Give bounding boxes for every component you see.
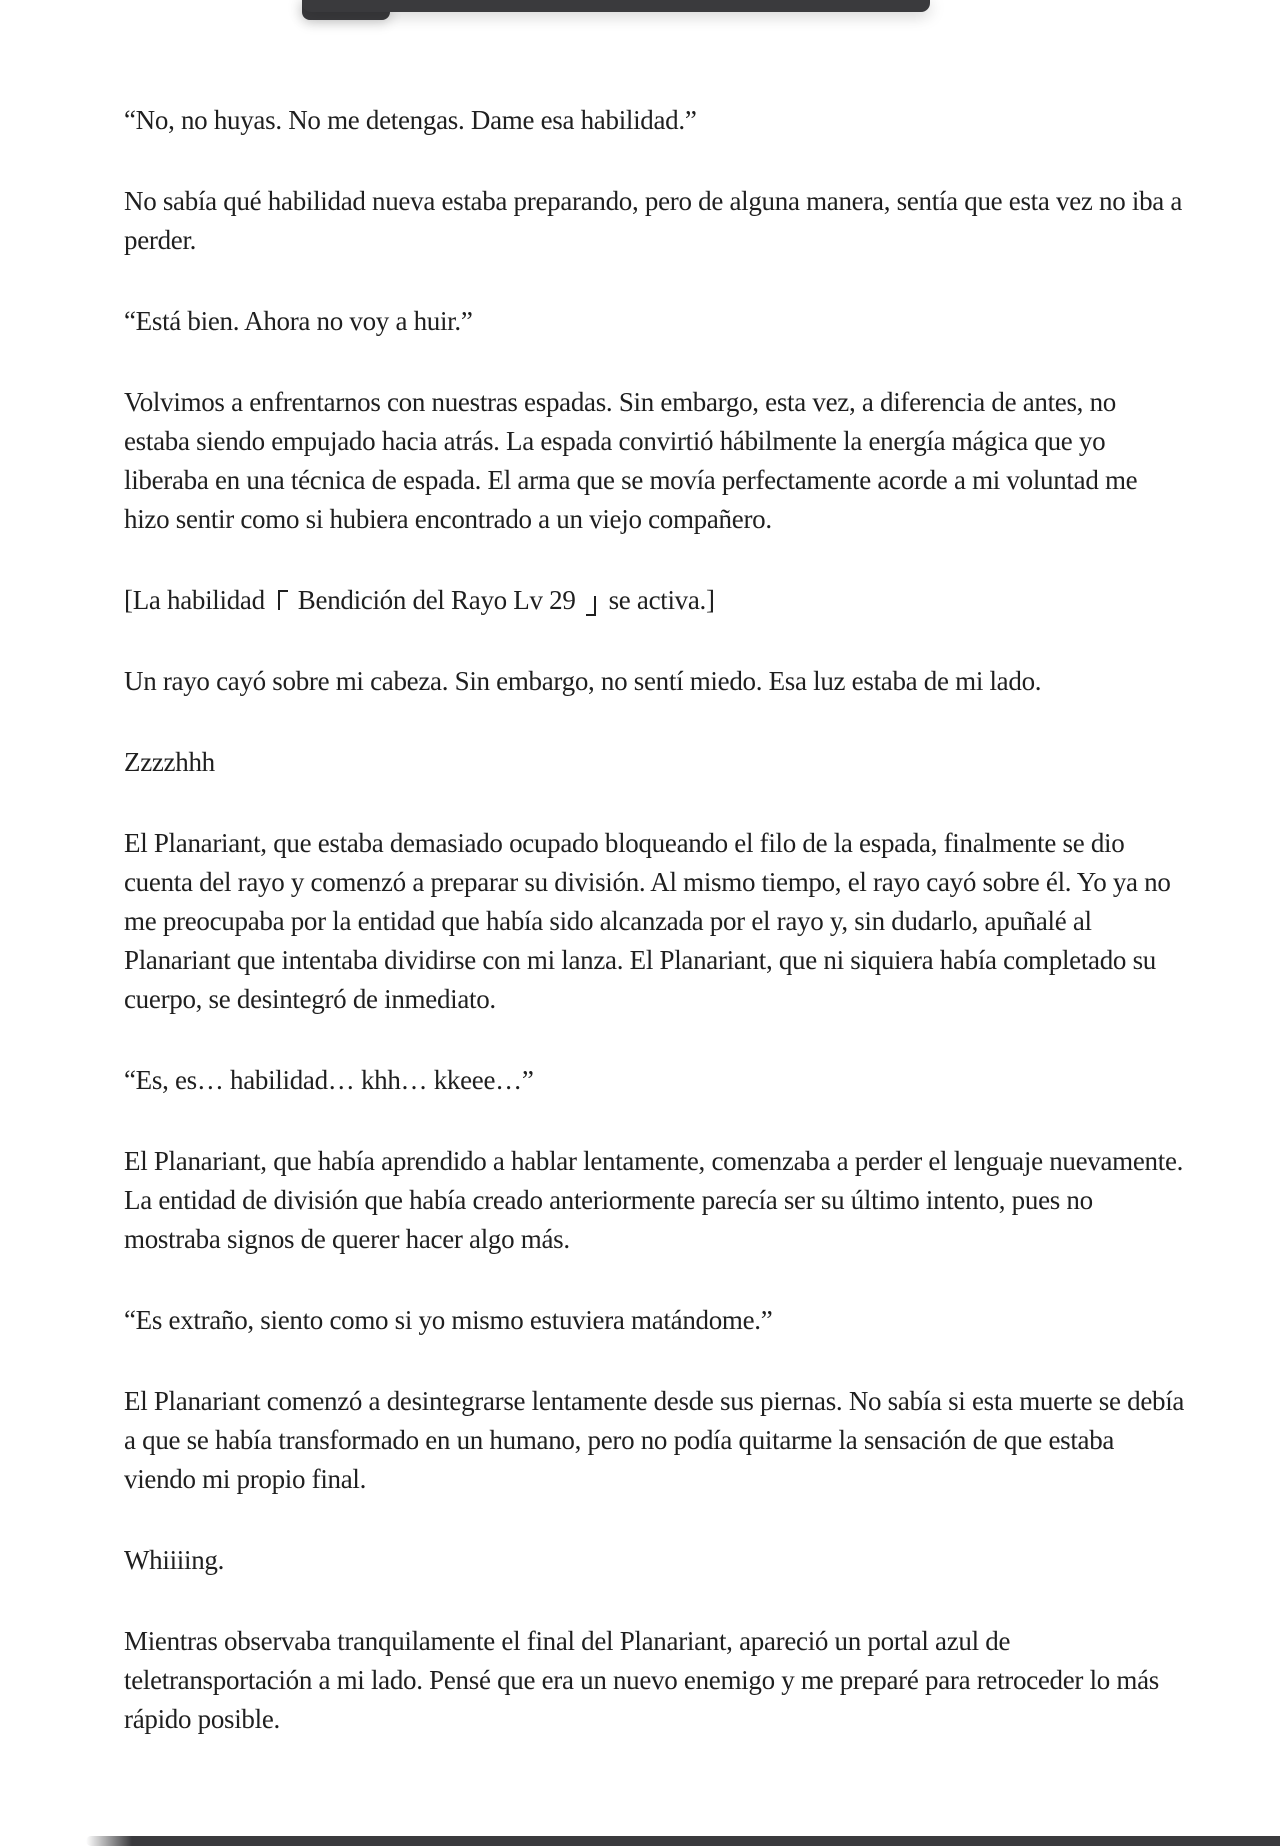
- corner-bracket-open-icon: [278, 590, 288, 610]
- dialogue-paragraph: “No, no huyas. No me detengas. Dame esa habilidad.”: [124, 105, 697, 135]
- sfx-paragraph: Zzzzhhh: [124, 747, 215, 777]
- narration-paragraph: Volvimos a enfrentarnos con nuestras espadas. Sin embargo, esta vez, a diferencia de antes, no estaba siendo empujado hacia atrás. La espada convirtió hábilmente la energía mágica que yo liberaba en una técnica de espada. El arma que se movía perfectamente acorde a mi voluntad me hizo sentir como si hubiera encontrado a un viejo compañero.: [124, 387, 1138, 534]
- narration-paragraph: No sabía qué habilidad nueva estaba preparando, pero de alguna manera, sentía que esta vez no iba a perder.: [124, 186, 1183, 255]
- narration-paragraph: Mientras observaba tranquilamente el final del Planariant, apareció un portal azul de teletransportación a mi lado. Pensé que era un nuevo enemigo y me preparé para retroceder lo más rápido posible.: [124, 1626, 1160, 1734]
- dialogue-paragraph: “Está bien. Ahora no voy a huir.”: [124, 306, 473, 336]
- system-line-suffix: se activa.]: [608, 585, 715, 615]
- dialogue-paragraph: “Es, es… habilidad… khh… kkeee…”: [124, 1065, 534, 1095]
- system-line-prefix: [La habilidad: [124, 585, 265, 615]
- sfx-paragraph: Whiiiing.: [124, 1545, 225, 1575]
- top-toolbar-remnant: [302, 0, 930, 12]
- corner-bracket-close-icon: [586, 596, 596, 616]
- bottom-progress-bar[interactable]: [86, 1836, 1280, 1846]
- chapter-text: [124, 101, 1186, 1739]
- narration-paragraph: Un rayo cayó sobre mi cabeza. Sin embargo, no sentí miedo. Esa luz estaba de mi lado.: [124, 666, 1042, 696]
- system-message-paragraph: [124, 581, 1186, 620]
- dialogue-paragraph: “Es extraño, siento como si yo mismo estuviera matándome.”: [124, 1305, 773, 1335]
- narration-paragraph: El Planariant comenzó a desintegrarse lentamente desde sus piernas. No sabía si esta muerte se debía a que se había transformado en un humano, pero no podía quitarme la sensación de que estaba viendo mi propio final.: [124, 1386, 1185, 1494]
- narration-paragraph: El Planariant, que estaba demasiado ocupado bloqueando el filo de la espada, finalmente se dio cuenta del rayo y comenzó a preparar su división. Al mismo tiempo, el rayo cayó sobre él. Yo ya no me preocupaba por la entidad que había sido alcanzada por el rayo y, sin dudarlo, apuñalé al Planariant que intentaba dividirse con mi lanza. El Planariant, que ni siquiera había completado su cuerpo, se desintegró de inmediato.: [124, 828, 1171, 1014]
- narration-paragraph: El Planariant, que había aprendido a hablar lentamente, comenzaba a perder el lenguaje nuevamente. La entidad de división que había creado anteriormente parecía ser su último intento, pues no mostraba signos de querer hacer algo más.: [124, 1146, 1184, 1254]
- skill-name: Bendición del Rayo Lv 29: [297, 585, 576, 615]
